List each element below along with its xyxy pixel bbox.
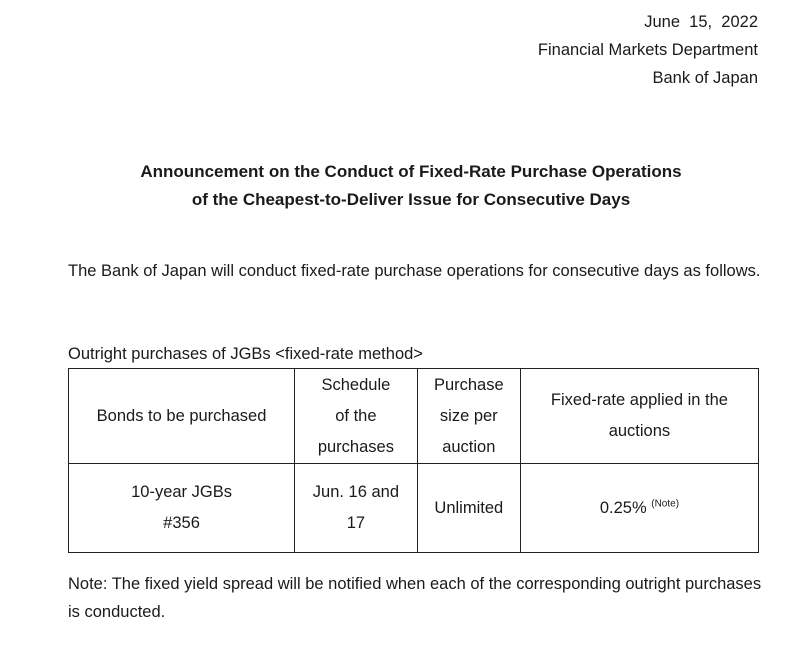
document-header <box>538 8 758 92</box>
operations-table <box>68 368 759 553</box>
header-bonds-label: Bonds to be purchased <box>96 406 267 425</box>
table-caption: Outright purchases of JGBs <fixed-rate method> <box>68 345 423 363</box>
header-rate-line-2: auctions <box>608 422 671 440</box>
header-schedule-line-3: purchases <box>317 437 394 456</box>
header-size-line-2: size per <box>439 406 498 425</box>
department: Financial Markets Department <box>537 41 758 59</box>
announcement-title <box>0 158 800 214</box>
cell-schedule-line-2: 17 <box>346 514 366 532</box>
cell-size <box>417 464 520 553</box>
cell-schedule <box>295 464 418 553</box>
header-schedule-line-2: of the <box>335 406 377 425</box>
table-row <box>69 464 759 553</box>
header-schedule-line-1: Schedule <box>321 375 391 394</box>
title-line-2: of the Cheapest-to-Deliver Issue for Consecutive Days <box>191 190 631 209</box>
header-rate-line-1: Fixed-rate applied in the <box>550 391 728 409</box>
cell-schedule-line-1: Jun. 16 and <box>312 483 400 501</box>
header-size <box>417 369 520 464</box>
cell-rate <box>520 464 758 553</box>
footnote: Note: The fixed yield spread will be notified when each of the corresponding outright purchases is conducted. <box>68 575 762 621</box>
intro-paragraph: The Bank of Japan will conduct fixed-rate purchase operations for consecutive days as follows. <box>68 262 761 280</box>
cell-bonds-line-1: 10-year JGBs <box>131 483 232 501</box>
cell-size-value: Unlimited <box>434 498 504 517</box>
cell-bonds-line-2: #356 <box>163 514 200 532</box>
header-size-line-3: auction <box>442 437 496 456</box>
cell-rate-value: 0.25% <box>599 498 647 517</box>
date: June 15, 2022 <box>644 13 758 31</box>
bank-name: Bank of Japan <box>652 69 758 87</box>
header-schedule <box>295 369 418 464</box>
table-header-row <box>69 369 759 464</box>
cell-bonds <box>69 464 295 553</box>
header-rate <box>520 369 758 464</box>
header-size-line-1: Purchase <box>433 375 504 394</box>
header-bonds <box>69 369 295 464</box>
title-line-1: Announcement on the Conduct of Fixed-Rate Purchase Operations <box>140 162 682 181</box>
cell-rate-note-ref: (Note) <box>651 498 680 509</box>
